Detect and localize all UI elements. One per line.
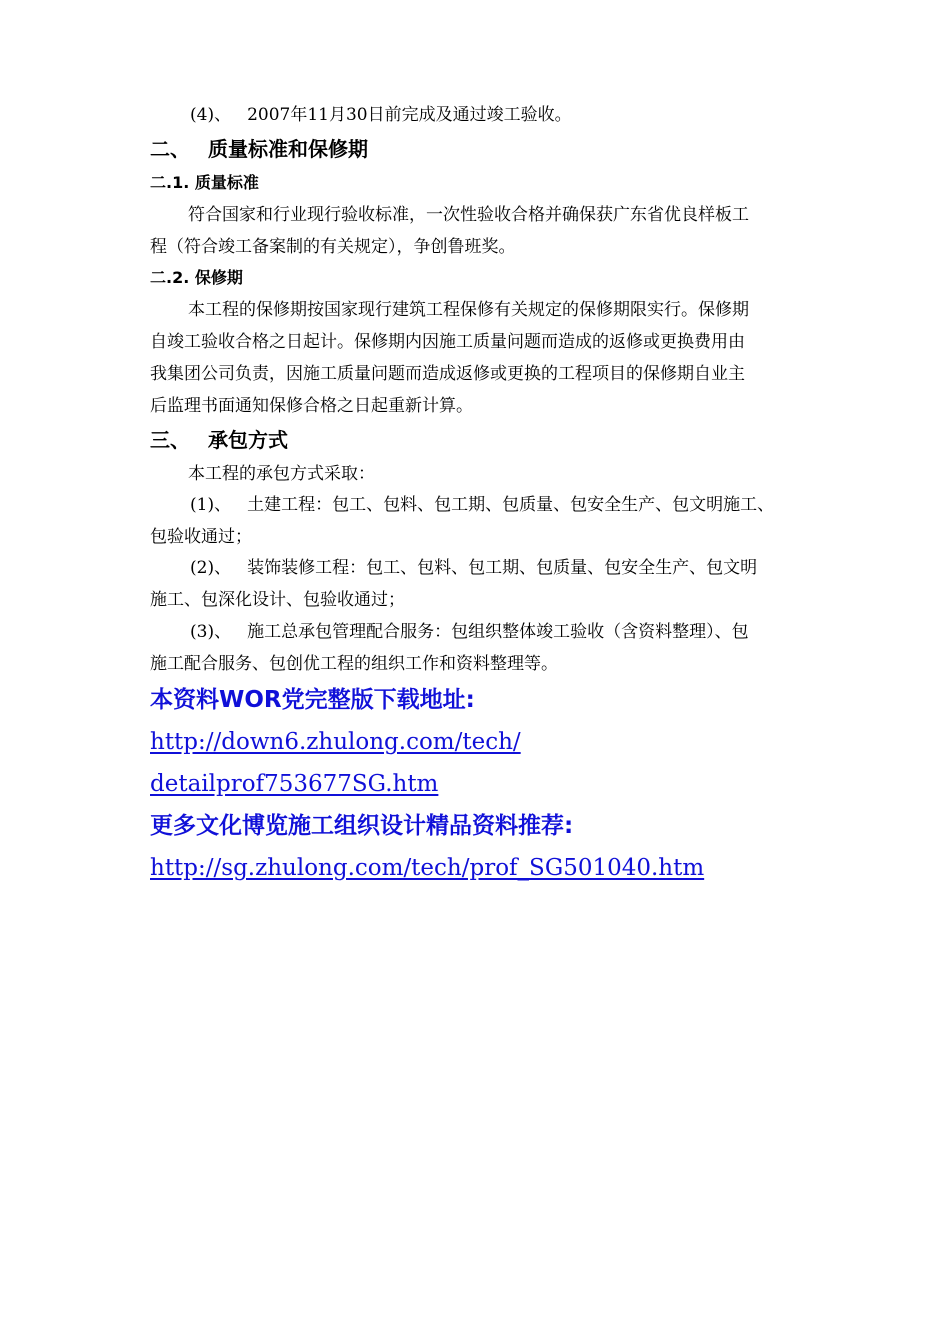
item-number: (4)、 [190, 105, 232, 125]
list-item-1 [190, 494, 774, 516]
list-item-1-cont: 包验收通过； [150, 527, 252, 547]
download-link[interactable]: http://down6.zhulong.com/tech/ [150, 729, 521, 755]
item-text: 施工总承包管理配合服务：包组织整体竣工验收（含资料整理）、包 [247, 622, 749, 642]
item-text: 土建工程：包工、包料、包工期、包质量、包安全生产、包文明施工、 [247, 495, 775, 515]
paragraph-line: 后监理书面通知保修合格之日起重新计算。 [150, 396, 473, 416]
section-title: 承包方式 [208, 428, 288, 452]
paragraph-line: 本工程的保修期按国家现行建筑工程保修有关规定的保修期限实行。保修期 [188, 300, 749, 320]
paragraph-line: 符合国家和行业现行验收标准，一次性验收合格并确保获广东省优良样板工 [188, 205, 749, 225]
paragraph-line: 程（符合竣工备案制的有关规定），争创鲁班奖。 [150, 237, 516, 257]
list-item-3 [190, 621, 749, 643]
item-text: 2007年11月30日前完成及通过竣工验收。 [247, 105, 572, 125]
download-heading: 本资料WOR党完整版下载地址: [150, 687, 475, 713]
download-link-cont[interactable]: detailprof753677SG.htm [150, 771, 439, 797]
section-3-heading [150, 427, 288, 453]
item-text: 装饰装修工程：包工、包料、包工期、包质量、包安全生产、包文明 [247, 558, 758, 578]
paragraph-line: 自竣工验收合格之日起计。保修期内因施工质量问题而造成的返修或更换费用由 [150, 332, 745, 352]
subsection-2-2-heading: 二.2. 保修期 [150, 268, 243, 287]
subsection-2-1-heading: 二.1. 质量标准 [150, 173, 259, 192]
section-2-heading [150, 136, 368, 162]
recommend-link[interactable]: http://sg.zhulong.com/tech/prof_SG501040.htm [150, 855, 705, 881]
item-number: (2)、 [190, 558, 232, 578]
section-number: 三、 [150, 428, 190, 452]
item-number: (1)、 [190, 495, 232, 515]
recommend-heading: 更多文化博览施工组织设计精品资料推荐: [150, 813, 574, 839]
section-title: 质量标准和保修期 [208, 137, 368, 161]
list-item-2 [190, 557, 757, 579]
list-item-2-cont: 施工、包深化设计、包验收通过； [150, 590, 405, 610]
paragraph-line: 我集团公司负责，因施工质量问题而造成返修或更换的工程项目的保修期自业主 [150, 364, 745, 384]
list-item-4 [190, 104, 572, 126]
item-number: (3)、 [190, 622, 232, 642]
section-number: 二、 [150, 137, 190, 161]
list-item-3-cont: 施工配合服务、包创优工程的组织工作和资料整理等。 [150, 654, 558, 674]
paragraph-line: 本工程的承包方式采取： [188, 464, 375, 484]
